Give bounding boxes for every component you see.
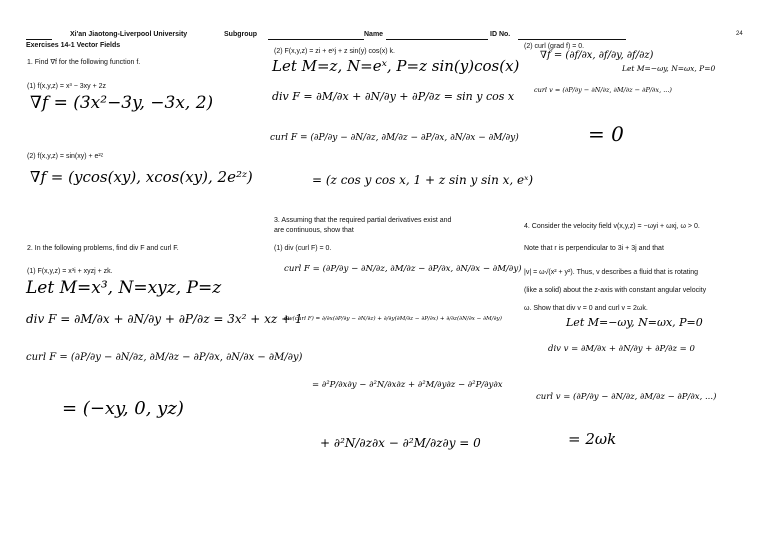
name-blank [386,39,488,40]
q2-part1: (1) F(x,y,z) = x³i + xyzj + zk. [27,268,113,275]
q2b-let-handwriting: Let M=z, N=eˣ, P=z sin(y)cos(x) [272,57,520,75]
subgroup-label: Subgroup [224,31,258,38]
q2b-result-handwriting: = (z cos y cos x, 1 + z sin y sin x, eˣ) [312,173,534,187]
q4-line3: |v| = ω√(x² + y²). Thus, v describes a fluid that is rotating [524,269,699,276]
exercise-title: Exercises 14-1 Vector Fields [26,42,121,49]
id-blank [518,39,626,40]
q1-part2: (2) f(x,y,z) = sin(xy) + e²ᶻ [27,153,104,160]
q3b-grad-handwriting: ∇f = (∂f/∂x, ∂f/∂y, ∂f/∂z) [540,50,654,61]
q2-prompt: 2. In the following problems, find div F and curl F. [27,245,179,252]
q3b-zero-handwriting: = 0 [588,122,624,146]
q2b-div-handwriting: div F = ∂M/∂x + ∂N/∂y + ∂P/∂z = sin y cos x [272,90,515,103]
q4-div-handwriting: div v = ∂M/∂x + ∂N/∂y + ∂P/∂z = 0 [548,344,695,354]
name-label: Name [364,31,384,38]
page-number: 24 [736,31,743,37]
q1-answer2-handwriting: ∇f = (ycos(xy), xcos(xy), 2e²ᶻ) [30,168,253,186]
q3-expand2-handwriting: + ∂²N/∂z∂x − ∂²M/∂z∂y = 0 [320,436,481,450]
q4-line5: ω. Show that div v = 0 and curl v = 2ωk. [524,305,648,312]
q4-curl-handwriting: curl v = (∂P/∂y − ∂N/∂z, ∂M/∂z − ∂P/∂x, ...) [536,392,717,402]
q2b-curl-handwriting: curl F = (∂P/∂y − ∂N/∂z, ∂M/∂z − ∂P/∂x, ∂N/∂x − ∂M/∂y) [270,133,519,143]
q1-answer1-handwriting: ∇f = (3x²−3y, −3x, 2) [30,93,214,113]
q2-curl-handwriting: curl F = (∂P/∂y − ∂N/∂z, ∂M/∂z − ∂P/∂x, ∂N/∂x − ∂M/∂y) [26,352,303,363]
q3-curl-handwriting: curl F = (∂P/∂y − ∂N/∂z, ∂M/∂z − ∂P/∂x, ∂N/∂x − ∂M/∂y) [284,264,522,274]
q1-part1: (1) f(x,y,z) = x³ − 3xy + 2z [27,83,107,90]
q4-line4: (like a solid) about the z-axis with constant angular velocity [524,287,707,294]
q4-let-handwriting: Let M=−ωy, N=ωx, P=0 [566,316,703,329]
q3-part1: (1) div (curl F) = 0. [274,245,332,252]
q4-prompt: 4. Consider the velocity field v(x,y,z) = −ωyi + ωxj, ω > 0. [524,223,700,230]
header-blank-left [26,39,52,40]
q1-prompt: 1. Find ∇f for the following function f. [27,59,141,66]
q3b-curl-handwriting: curl v = (∂P/∂y − ∂N/∂z, ∂M/∂z − ∂P/∂x, ...) [534,86,672,94]
q3-div-curl-handwriting: div(curl F) = ∂/∂x(∂P/∂y − ∂N/∂z) + ∂/∂y(∂M/∂z − ∂P/∂x) + ∂/∂z(∂N/∂x − ∂M/∂y) [284,316,502,322]
q4-result-handwriting: = 2ωk [568,430,617,448]
q4-note: Note that r is perpendicular to 3i + 3j and that [524,245,664,252]
id-label: ID No. [490,31,511,38]
q3-prompt-line1: 3. Assuming that the required partial derivatives exist and [274,217,452,224]
subgroup-blank [268,39,364,40]
q3b-let-handwriting: Let M=−ωy, N=ωx, P=0 [622,64,716,73]
q3-part2: (2) curl (grad f) = 0. [524,43,585,50]
q2-result-handwriting: = (−xy, 0, yz) [62,398,184,419]
university-name: Xi'an Jiaotong-Liverpool University [70,31,188,38]
q2-div-handwriting: div F = ∂M/∂x + ∂N/∂y + ∂P/∂z = 3x² + xz + 1 [26,312,303,326]
q3-expand1-handwriting: = ∂²P/∂x∂y − ∂²N/∂x∂z + ∂²M/∂y∂z − ∂²P/∂y∂x [312,380,503,390]
q2-let-handwriting: Let M=x³, N=xyz, P=z [26,278,222,298]
q3-prompt-line2: are continuous, show that [274,227,354,234]
q2-part2: (2) F(x,y,z) = zi + eˣj + z sin(y) cos(x) k. [274,48,395,55]
